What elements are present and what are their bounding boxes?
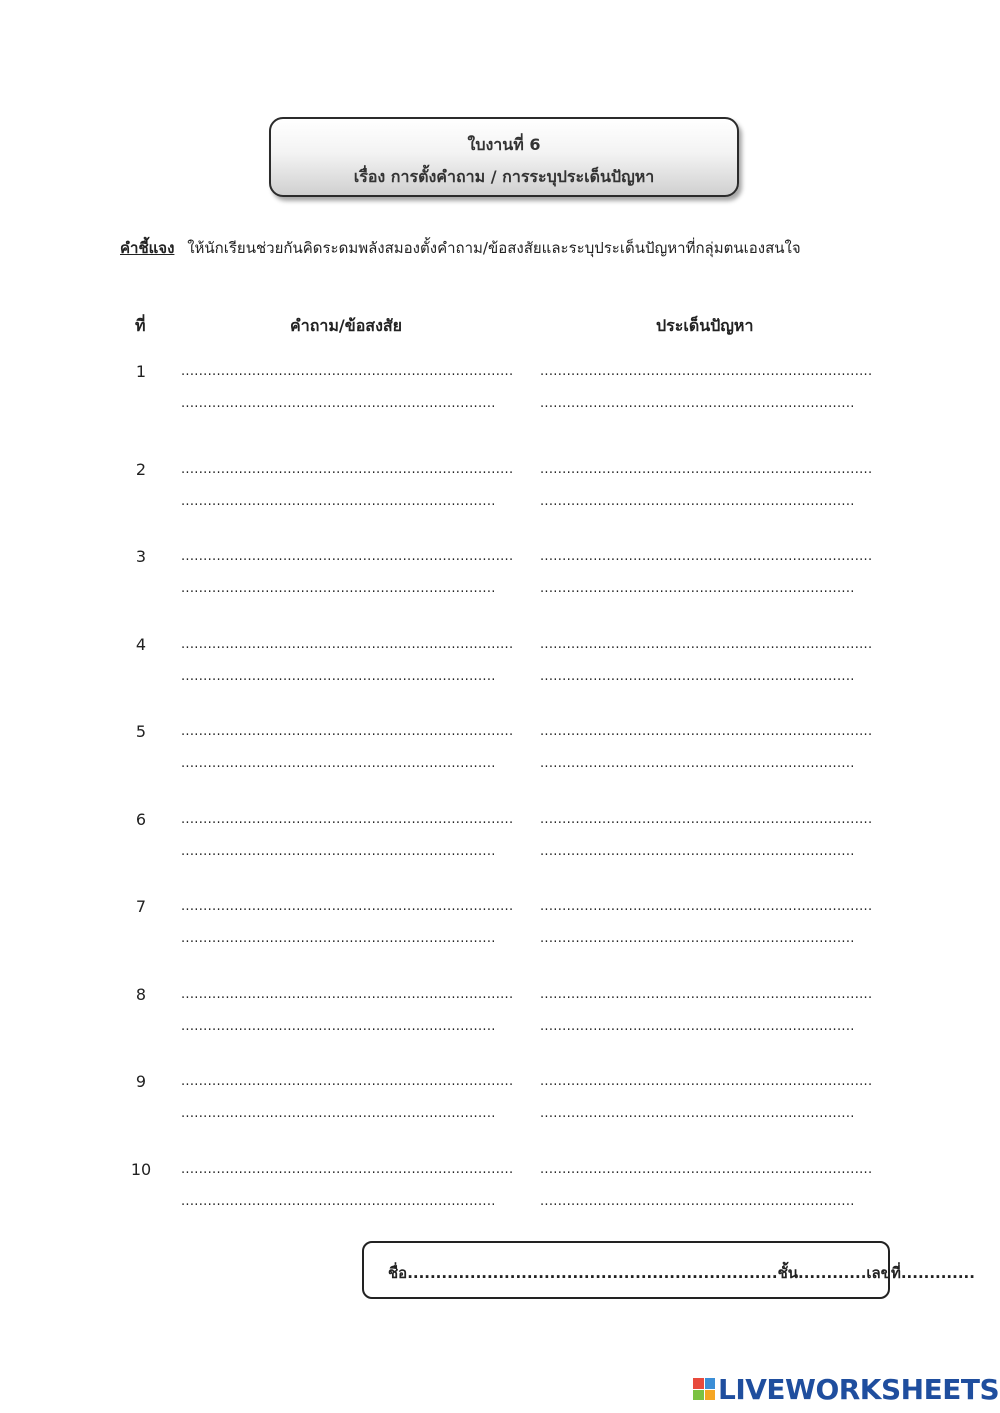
worksheet-subtitle: เรื่อง การตั้งคำถาม / การระบุประเด็นปัญหา [353, 167, 655, 186]
issue-answer-line[interactable]: ........................................................................... [540, 724, 873, 739]
issue-answer-line[interactable]: ........................................................................... [540, 986, 873, 1002]
issue-answer-line[interactable]: ....................................................................... [540, 1193, 855, 1209]
row-number: 9 [135, 1072, 147, 1091]
issue-answer-line[interactable]: ....................................................................... [540, 1018, 855, 1034]
liveworksheets-logo-icon [693, 1378, 715, 1400]
worksheet-title: ใบงานที่ 6 [467, 135, 541, 154]
question-answer-line[interactable]: ........................................................................... [181, 549, 514, 564]
instructions-label: คำชี้แจง [120, 239, 175, 257]
logo-square-1 [693, 1378, 704, 1389]
question-answer-line[interactable]: ........................................................................... [181, 811, 514, 827]
question-answer-line[interactable]: ....................................................................... [181, 1018, 496, 1034]
question-answer-line[interactable]: ....................................................................... [181, 1193, 496, 1209]
question-answer-line[interactable]: ........................................................................... [181, 986, 514, 1002]
issue-answer-line[interactable]: ....................................................................... [540, 843, 855, 859]
row-number: 7 [135, 897, 147, 916]
row-number: 1 [135, 362, 147, 381]
student-info-box [362, 1241, 975, 1299]
question-answer-line[interactable]: ........................................................................... [181, 724, 514, 739]
row-number: 3 [135, 547, 147, 566]
question-answer-line[interactable]: ....................................................................... [181, 668, 496, 684]
column-header-issue: ประเด็นปัญหา [656, 316, 754, 335]
issue-answer-line[interactable]: ....................................................................... [540, 1106, 855, 1121]
question-answer-line[interactable]: ....................................................................... [181, 493, 496, 509]
logo-square-4 [705, 1390, 716, 1401]
question-answer-line[interactable]: ....................................................................... [181, 843, 496, 859]
issue-answer-line[interactable]: ....................................................................... [540, 581, 855, 596]
issue-answer-line[interactable]: ....................................................................... [540, 756, 855, 771]
question-answer-line[interactable]: ........................................................................... [181, 636, 514, 652]
issue-answer-line[interactable]: ........................................................................... [540, 899, 873, 914]
row-number: 5 [135, 722, 147, 741]
issue-answer-line[interactable]: ........................................................................... [540, 364, 873, 379]
instructions [120, 236, 801, 260]
issue-answer-line[interactable]: ........................................................................... [540, 1074, 873, 1089]
issue-answer-line[interactable]: ....................................................................... [540, 668, 855, 684]
row-number: 4 [135, 634, 147, 654]
issue-answer-line[interactable]: ........................................................................... [540, 636, 873, 652]
student-info-line[interactable]: ชื่อ.................................................................ชั้น............เลขที่............. [388, 1264, 975, 1282]
question-answer-line[interactable]: ....................................................................... [181, 1106, 496, 1121]
liveworksheets-brand [693, 1372, 999, 1406]
issue-answer-line[interactable]: ........................................................................... [540, 461, 873, 477]
worksheet-title-box [269, 117, 739, 197]
issue-answer-line[interactable]: ....................................................................... [540, 396, 855, 411]
column-header-question: คำถาม/ข้อสงสัย [290, 316, 403, 335]
question-answer-line[interactable]: ....................................................................... [181, 581, 496, 596]
question-answer-line[interactable]: ........................................................................... [181, 364, 514, 379]
question-answer-line[interactable]: ........................................................................... [181, 899, 514, 914]
logo-square-2 [705, 1378, 716, 1389]
issue-answer-line[interactable]: ........................................................................... [540, 811, 873, 827]
row-number: 2 [135, 459, 147, 479]
question-answer-line[interactable]: ........................................................................... [181, 1161, 514, 1177]
row-number: 10 [130, 1159, 152, 1179]
question-answer-line[interactable]: ........................................................................... [181, 461, 514, 477]
row-number: 8 [135, 984, 147, 1004]
question-answer-line[interactable]: ....................................................................... [181, 396, 496, 411]
issue-answer-line[interactable]: ....................................................................... [540, 493, 855, 509]
question-answer-line[interactable]: ....................................................................... [181, 931, 496, 946]
question-answer-line[interactable]: ....................................................................... [181, 756, 496, 771]
instructions-text: ให้นักเรียนช่วยกันคิดระดมพลังสมองตั้งคำถาม/ข้อสงสัยและระบุประเด็นปัญหาที่กลุ่มตนเองสนใจ [187, 239, 801, 257]
issue-answer-line[interactable]: ....................................................................... [540, 931, 855, 946]
column-header-number: ที่ [135, 316, 146, 335]
brand-text: LIVEWORKSHEETS [718, 1372, 1000, 1406]
row-number: 6 [135, 809, 147, 829]
logo-square-3 [693, 1390, 704, 1401]
issue-answer-line[interactable]: ........................................................................... [540, 549, 873, 564]
question-answer-line[interactable]: ........................................................................... [181, 1074, 514, 1089]
issue-answer-line[interactable]: ........................................................................... [540, 1161, 873, 1177]
